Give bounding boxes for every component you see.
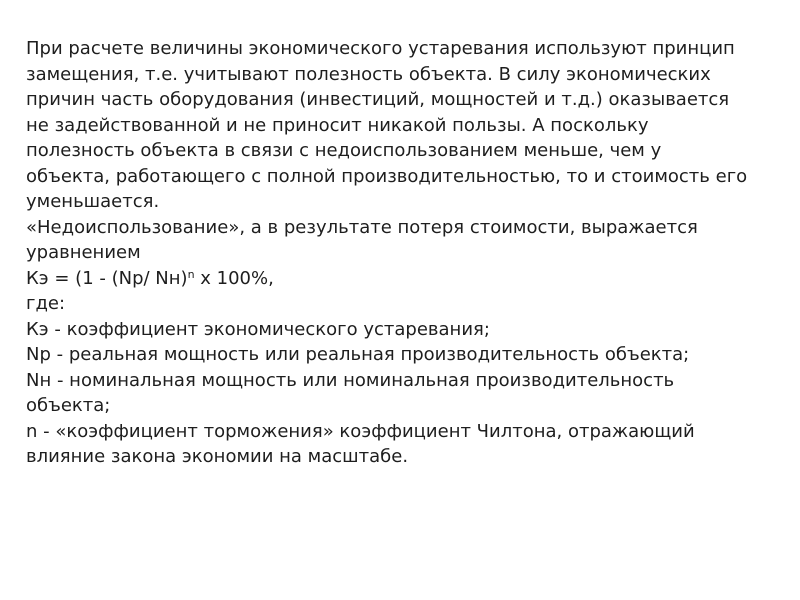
formula-line [26,266,778,292]
formula-exponent: n [187,267,195,281]
definition-line: Nн - номинальная мощность или номинальная производительность [26,369,675,391]
definition-line: n - «коэффициент торможения» коэффициент Чилтона, отражающий [26,420,695,442]
formula-suffix: х 100%, [194,267,274,289]
slide-body-text [26,36,778,470]
text-line: При расчете величины экономического устаревания используют принцип [26,38,735,59]
definition-line: Nр - реальная мощность или реальная производительность объекта; [26,344,690,365]
text-line: объекта, работающего с полной производительностью, то и стоимость его [26,165,748,187]
text-line: уменьшается. [26,191,160,212]
text-line: полезность объекта в связи с недоиспользованием меньше, чем у [26,140,662,161]
text-line: замещения, т.е. учитывают полезность объекта. В силу экономических [26,63,711,85]
formula-prefix: Кэ = (1 - (Nр/ Nн) [26,267,188,289]
definition-line: Кэ - коэффициент экономического устаревания; [26,318,490,340]
definition-line: влияние закона экономии на масштабе. [26,446,409,467]
where-label: где: [26,293,66,314]
text-line: «Недоиспользование», а в результате потеря стоимости, выражается [26,216,698,238]
text-line: не задействованной и не приносит никакой пользы. А поскольку [26,114,649,136]
definition-line: объекта; [26,395,111,416]
text-line: уравнением [26,242,141,263]
text-line: причин часть оборудования (инвестиций, мощностей и т.д.) оказывается [26,89,730,110]
